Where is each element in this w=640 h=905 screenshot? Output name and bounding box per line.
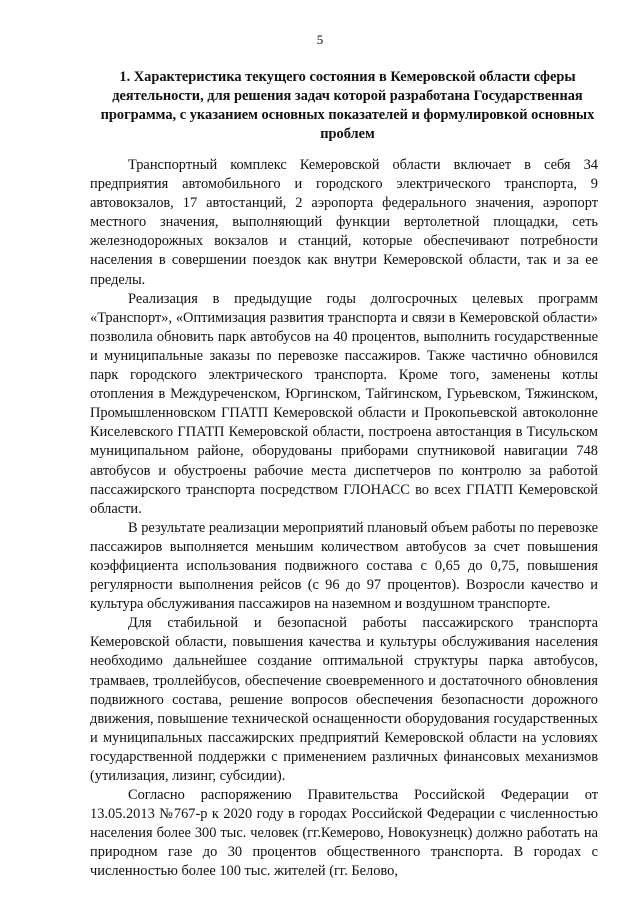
- paragraph-results: В результате реализации мероприятий плановый объем работы по перевозке пассажиров выполняется меньшим количеством автобусов за счет повышения коэффициента использования подвижного состава с 0,65 до 0,75, повышения регулярности выполнения рейсов (с 96 до 97 процентов). Возросли качество и культура обслуживания пассажиров на наземном и воздушном транспорте.: [90, 519, 599, 613]
- paragraph-government-order: Согласно распоряжению Правительства Российской Федерации от 13.05.2013 №767-р к 2020 году в городах Российской Федерации с численностью населения более 300 тыс. человек (гг.Кемерово, Новокузнецк) должно работать на природном газе до 30 процентов общественного транспорта. В городах с численностью более 100 тыс. жителей (гг. Белово,: [90, 787, 598, 880]
- page-number: 5: [316, 32, 324, 47]
- section-heading: 1. Характеристика текущего состояния в Кемеровской области сферы деятельности, для решения задач которой разработана Государственная программа, с указанием основных показателей и формулировкой основных проблем: [100, 69, 595, 142]
- paragraph-transport-complex: Транспортный комплекс Кемеровской области включает в себя 34 предприятия автомобильного и городского электрического транспорта, 9 автовокзалов, 17 автостанций, 2 аэропорта федерального значения, аэропорт местного значения, выполняющий функции вертолетной площадки, сеть железнодорожных вокзалов и станций, которые обеспечивают потребности населения в совершении поездок как внутри Кемеровской области, так и за ее пределы.: [90, 157, 598, 288]
- paragraph-previous-programs: Реализация в предыдущие годы долгосрочных целевых программ «Транспорт», «Оптимизация развития транспорта и связи в Кемеровской области» позволила обновить парк автобусов на 40 процентов, выполнить государственные и муниципальные заказы по перевозке пассажиров. Также частично обновился парк городского электрического транспорта. Кроме того, заменены котлы отопления в Междуреченском, Юргинском, Тайгинском, Гурьевском, Тяжинском, Промышленновском ГПАТП Кемеровской области и Прокопьевской автоколонне Киселевского ГПАТП Кемеровской области, построена автостанция в Тисульском муниципальном районе, оборудованы приборами спутниковой навигации 748 автобусов и обустроены рабочие места диспетчеров по контролю за работой пассажирского транспорта посредством ГЛОНАСС во всех ГПАТП Кемеровской области.: [90, 290, 598, 517]
- paragraph-requirements: Для стабильной и безопасной работы пассажирского транспорта Кемеровской области, повышения качества и культуры обслуживания населения необходимо дальнейшее создание оптимальной структуры парка автобусов, трамваев, троллейбусов, обеспечение своевременного и достаточного обновления подвижного состава, решение вопросов обеспечения безопасности дорожного движения, повышение технической оснащенности оборудования государственных и муниципальных пассажирских предприятий Кемеровской области на условиях государственной поддержки с применением различных финансовых механизмов (утилизация, лизинг, субсидии).: [90, 615, 598, 784]
- body-text: [90, 156, 598, 882]
